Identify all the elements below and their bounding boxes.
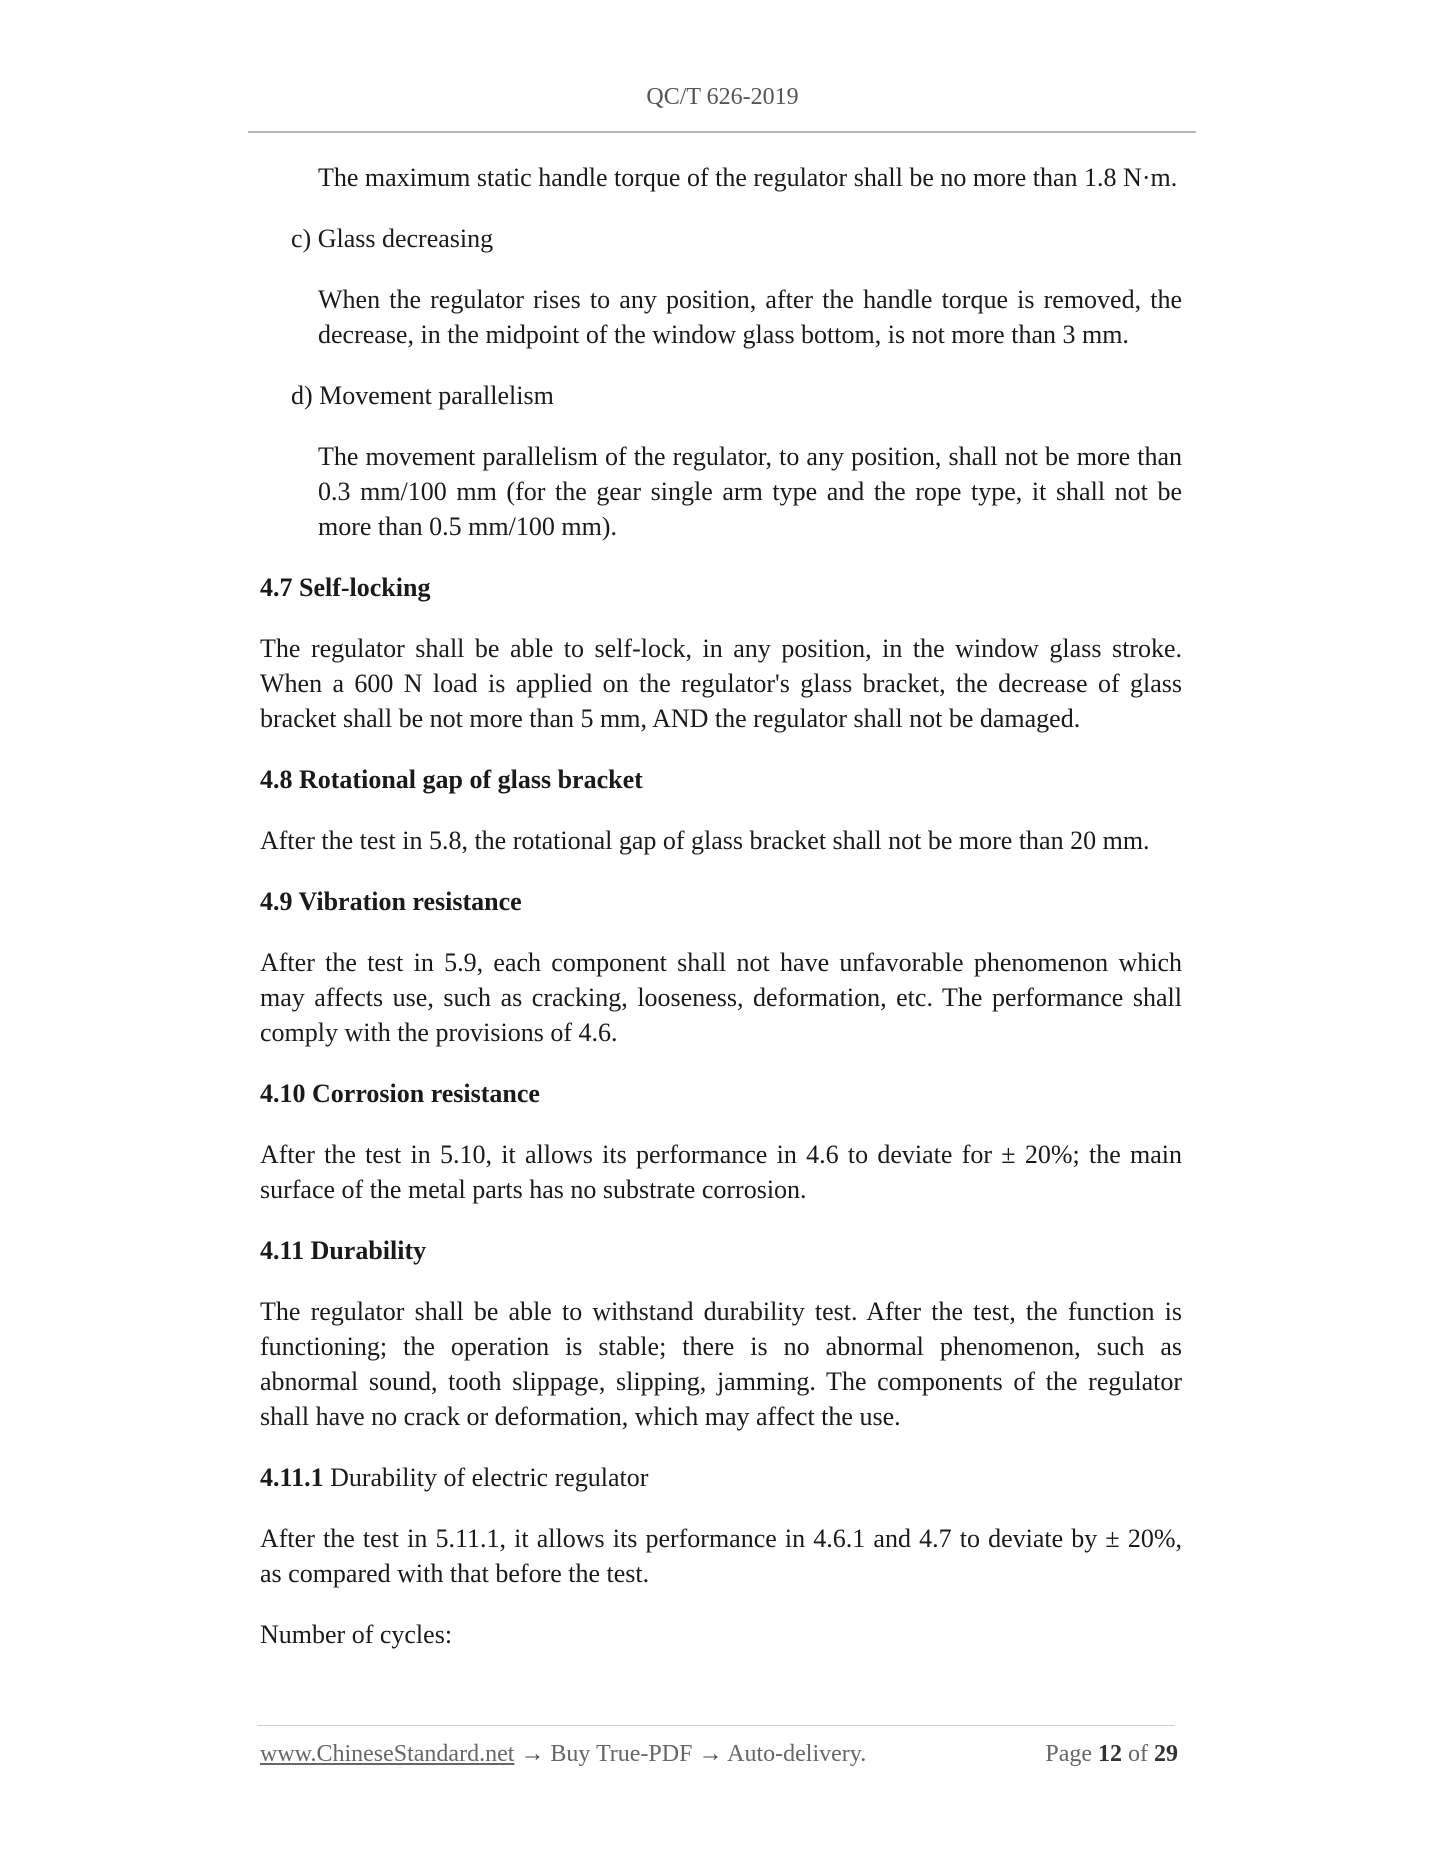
- site-link[interactable]: www.ChineseStandard.net: [260, 1741, 515, 1767]
- section-4-8-text: After the test in 5.8, the rotational gap of glass bracket shall not be more than 20 mm.: [260, 826, 1150, 855]
- section-4-8-heading: 4.8 Rotational gap of glass bracket: [260, 765, 643, 794]
- section-4-11-1-title: Durability of electric regulator: [330, 1463, 649, 1492]
- total-pages-number: 29: [1154, 1741, 1178, 1767]
- footer-divider: [257, 1725, 1175, 1726]
- footer-promo: [260, 1741, 866, 1768]
- of-label: of: [1128, 1741, 1148, 1767]
- header-divider: [248, 131, 1196, 133]
- section-4-11-text: The regulator shall be able to withstand durability test. After the test, the function is functioning; the operation is stable; there is no abnormal phenomenon, such as abnormal sound, tooth slippage, slipping, jamming. The components of the regulator shall have no crack or deformation, which may affect the use.: [260, 1297, 1182, 1431]
- cycles-label: Number of cycles:: [260, 1620, 453, 1649]
- torque-requirement-text: The maximum static handle torque of the regulator shall be no more than 1.8 N·m.: [318, 163, 1178, 192]
- item-d-label: d) Movement parallelism: [291, 381, 554, 410]
- buy-true-pdf-text: Buy True-PDF: [550, 1741, 693, 1767]
- section-4-11-1-number: 4.11.1: [260, 1463, 324, 1492]
- section-4-11-1-heading: [260, 1460, 1182, 1495]
- page-number: [1045, 1741, 1178, 1768]
- document-id-header: QC/T 626-2019: [646, 84, 799, 110]
- section-4-7-heading: 4.7 Self-locking: [260, 573, 431, 602]
- section-4-10-heading: 4.10 Corrosion resistance: [260, 1079, 540, 1108]
- section-4-9-heading: 4.9 Vibration resistance: [260, 887, 522, 916]
- section-4-11-heading: 4.11 Durability: [260, 1236, 427, 1265]
- item-c-label: c) Glass decreasing: [291, 224, 494, 253]
- section-4-11-1-text: After the test in 5.11.1, it allows its performance in 4.6.1 and 4.7 to deviate by ± 20%, as compared with that before the test.: [260, 1524, 1182, 1588]
- section-4-10-text: After the test in 5.10, it allows its performance in 4.6 to deviate for ± 20%; the main surface of the metal parts has no substrate corrosion.: [260, 1140, 1182, 1204]
- page-footer: [260, 1741, 1178, 1777]
- arrow-right-icon: →: [520, 1741, 545, 1767]
- auto-delivery-text: Auto-delivery.: [727, 1741, 867, 1767]
- page-label: Page: [1045, 1741, 1092, 1767]
- item-d-text: The movement parallelism of the regulator, to any position, shall not be more than 0.3 mm/100 mm (for the gear single arm type and the rope type, it shall not be more than 0.5 mm/100 mm).: [318, 442, 1182, 541]
- section-4-7-text: The regulator shall be able to self-lock, in any position, in the window glass stroke. When a 600 N load is applied on the regulator's glass bracket, the decrease of glass bracket shall be not more than 5 mm, AND the regulator shall not be damaged.: [260, 634, 1182, 733]
- section-4-9-text: After the test in 5.9, each component shall not have unfavorable phenomenon which may affects use, such as cracking, looseness, deformation, etc. The performance shall comply with the provisions of 4.6.: [260, 948, 1182, 1047]
- arrow-right-icon: →: [698, 1741, 723, 1767]
- page-content: [260, 160, 1182, 1678]
- item-c-text: When the regulator rises to any position, after the handle torque is removed, the decrease, in the midpoint of the window glass bottom, is not more than 3 mm.: [318, 285, 1182, 349]
- current-page-number: 12: [1098, 1741, 1122, 1767]
